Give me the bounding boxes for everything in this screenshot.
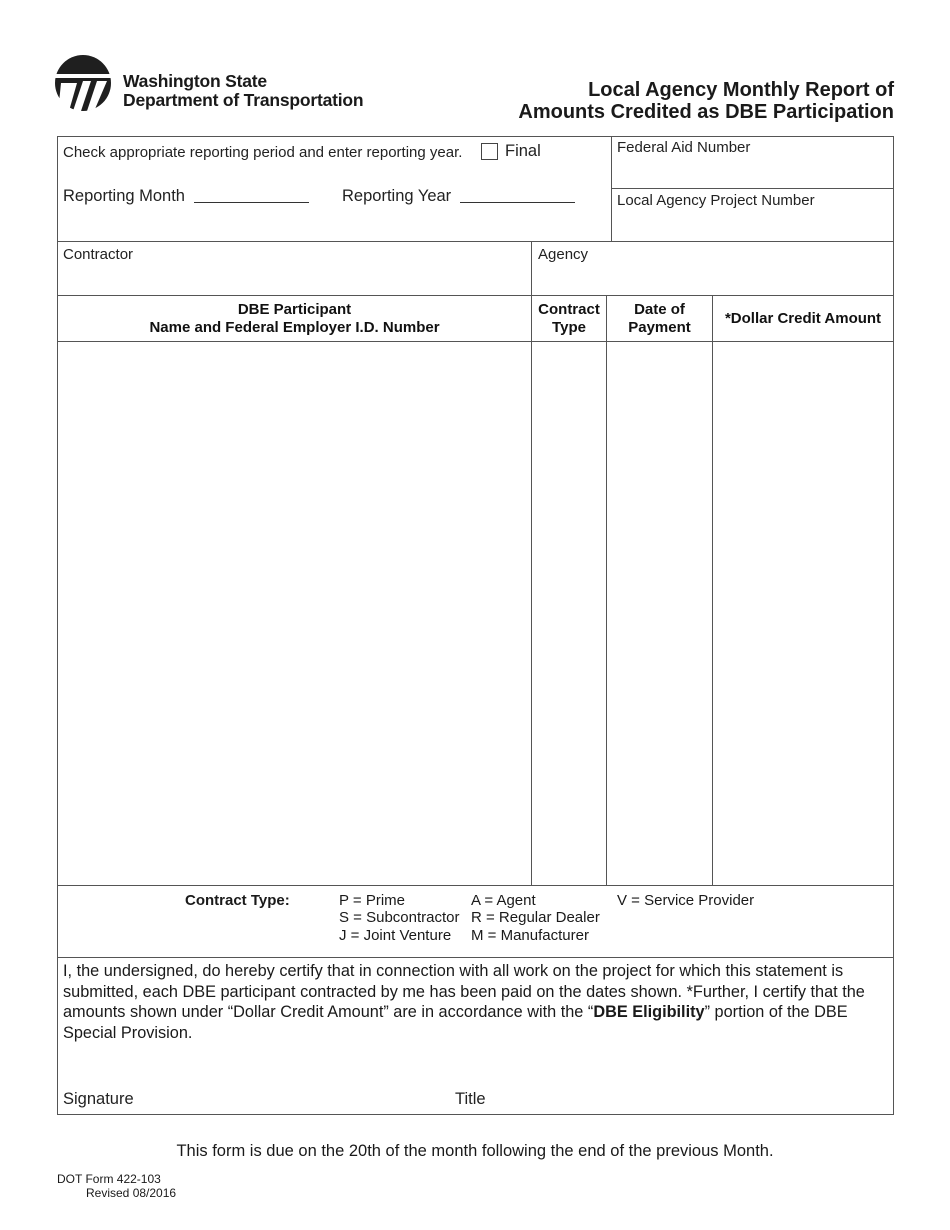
form-title	[518, 79, 894, 123]
col-dbe-participant-line2: Name and Federal Employer I.D. Number	[149, 319, 440, 336]
local-agency-project-number-field[interactable]	[612, 213, 892, 240]
legend-regular-dealer: R = Regular Dealer	[471, 909, 600, 926]
reporting-year-label: Reporting Year	[342, 187, 452, 205]
col-dollar-credit-amount-header: *Dollar Credit Amount	[724, 310, 882, 327]
reporting-month-label: Reporting Month	[63, 187, 185, 205]
date-of-payment-entry-area[interactable]	[607, 342, 712, 885]
agency-field[interactable]	[532, 266, 892, 294]
col-contract-type-line1: Contract	[538, 301, 600, 318]
legend-prime: P = Prime	[339, 892, 405, 909]
legend-service-provider: V = Service Provider	[617, 892, 755, 909]
certification-text	[63, 961, 883, 1043]
col-date-of-payment-line2: Payment	[628, 319, 691, 336]
agency-name-line1: Washington State	[123, 71, 267, 91]
legend-subcontractor: S = Subcontractor	[339, 909, 460, 926]
form-title-line1: Local Agency Monthly Report of	[588, 79, 894, 101]
col-contract-type-header	[532, 301, 606, 337]
form-number: DOT Form 422-103	[57, 1172, 161, 1186]
legend-manufacturer: M = Manufacturer	[471, 927, 589, 944]
reporting-year-field[interactable]	[460, 202, 575, 203]
legend-agent: A = Agent	[471, 892, 536, 909]
agency-label: Agency	[538, 246, 589, 263]
due-date-note: This form is due on the 20th of the month following the end of the previous Month.	[176, 1142, 774, 1160]
agency-name	[123, 72, 363, 110]
federal-aid-number-label: Federal Aid Number	[617, 139, 751, 156]
form-title-line2: Amounts Credited as DBE Participation	[518, 101, 894, 123]
col-dbe-participant-line1: DBE Participant	[237, 301, 352, 318]
contractor-label: Contractor	[63, 246, 134, 263]
contract-type-entry-area[interactable]	[532, 342, 606, 885]
col-contract-type-line2: Type	[552, 319, 586, 336]
contract-type-legend-label: Contract Type:	[185, 892, 290, 909]
reporting-month-field[interactable]	[194, 202, 309, 203]
certification-text-end: ” portion of the DBE Special Provision.	[63, 1003, 848, 1042]
revision-date: Revised 08/2016	[86, 1186, 177, 1200]
federal-aid-number-field[interactable]	[612, 160, 892, 187]
contractor-field[interactable]	[58, 266, 530, 294]
signature-field[interactable]	[140, 1085, 440, 1111]
local-agency-project-number-label: Local Agency Project Number	[617, 192, 815, 209]
col-date-of-payment-header	[607, 301, 712, 337]
final-label: Final	[505, 142, 541, 160]
agency-name-line2: Department of Transportation	[123, 90, 364, 110]
form-number-block	[57, 1172, 176, 1200]
final-checkbox[interactable]	[481, 143, 498, 160]
certification-text-bold: DBE Eligibility	[593, 1003, 705, 1021]
period-instruction: Check appropriate reporting period and enter reporting year.	[63, 144, 463, 161]
dollar-credit-amount-entry-area[interactable]	[713, 342, 893, 885]
dbe-participant-entry-area[interactable]	[58, 342, 531, 885]
wsdot-logo-icon	[55, 55, 111, 111]
certification-text-start: I, the undersigned, do hereby certify that in connection with all work on the project for which this statement is submitted, each DBE participant contracted by me has been paid on the dates shown. *Further, I certify that the amounts shown under “Dollar Credit Amount” are in accordance with the “	[63, 962, 865, 1021]
title-field[interactable]	[492, 1085, 890, 1111]
legend-joint-venture: J = Joint Venture	[339, 927, 452, 944]
title-label: Title	[455, 1090, 486, 1108]
signature-label: Signature	[63, 1090, 134, 1108]
col-dbe-participant-header	[58, 301, 531, 337]
col-date-of-payment-line1: Date of	[634, 301, 685, 318]
